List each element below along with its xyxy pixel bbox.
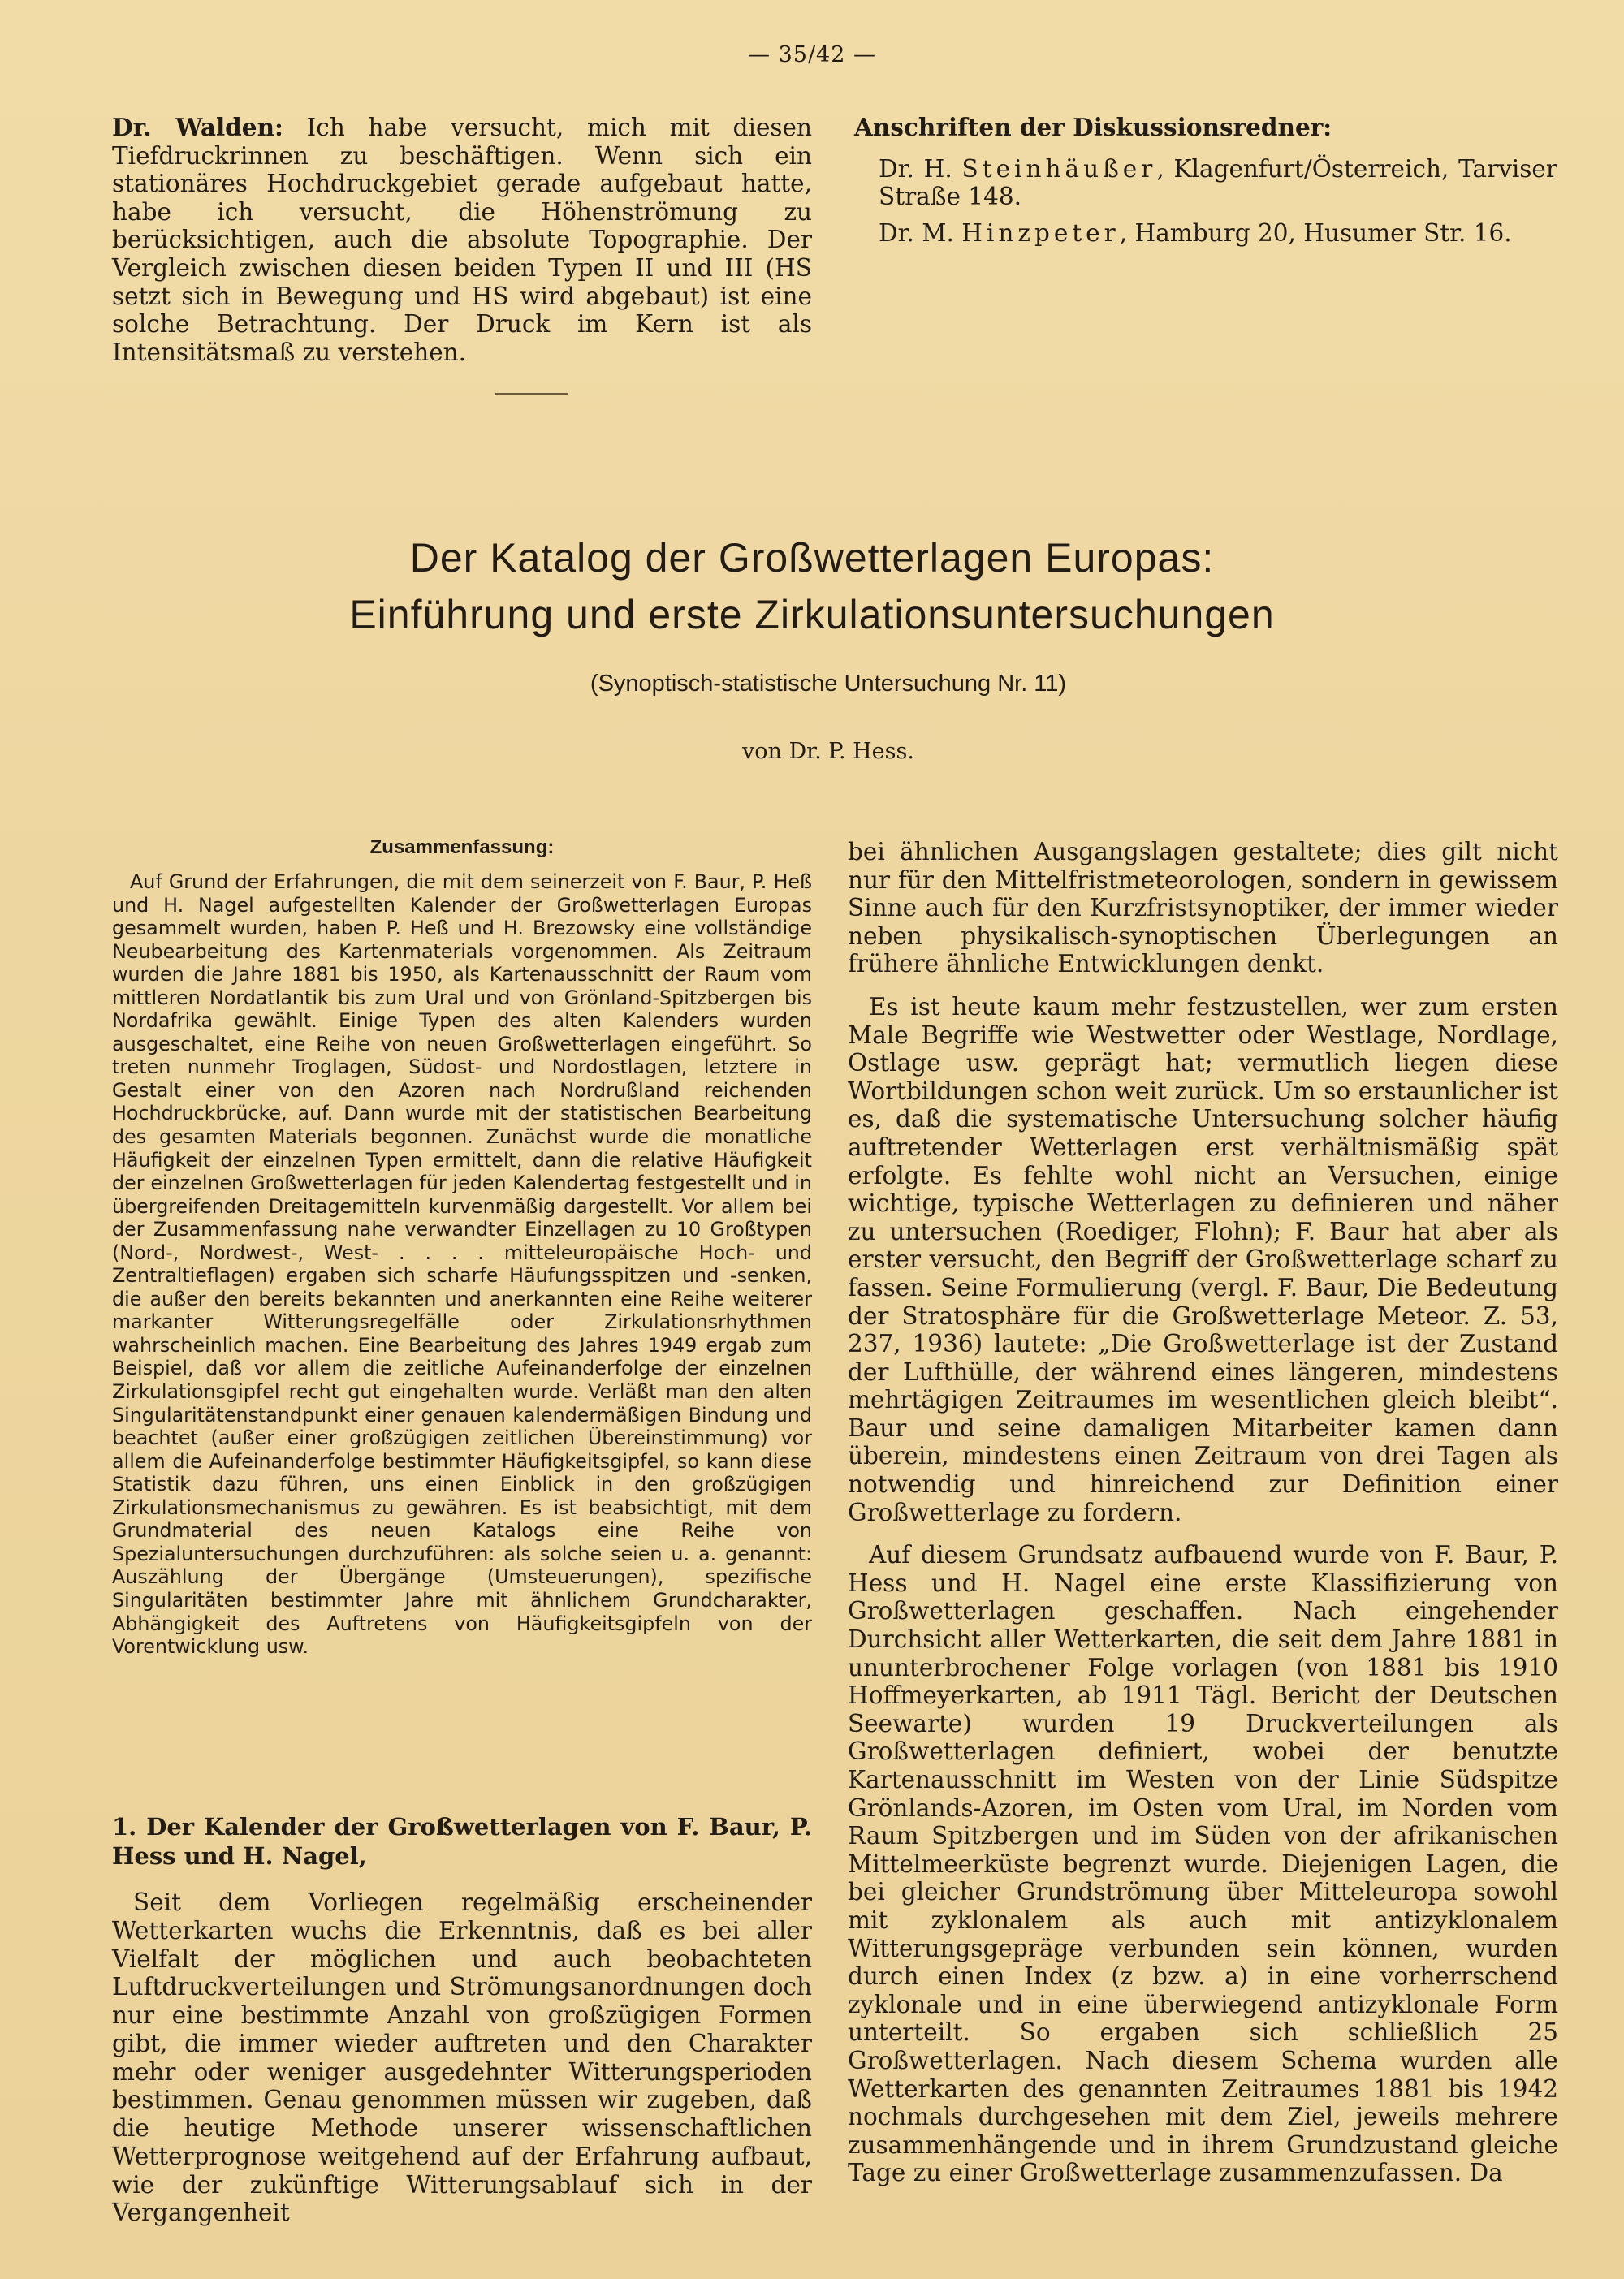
address-name: Steinhäußer bbox=[961, 154, 1157, 183]
section-heading: 1. Der Kalender der Großwetterlagen von F. Baur, P. Hess und H. Nagel, bbox=[112, 1813, 812, 1870]
section-paragraph: Seit dem Vorliegen regelmäßig erscheinender Wetterkarten wuchs die Erkenntnis, daß es bei aller Vielfalt der möglichen und auch beobachteten Luftdruckverteilungen und Strömungsanordnungen doch nur eine bestimmte Anzahl von großzügigen Formen gibt, die immer wieder auftreten und den Charakter mehr oder weniger ausgedehnter Witterungsperioden bestimmen. Genau genommen müssen wir zugeben, daß die heutige Methode unserer wissenschaftlichen Wetterprognose weitgehend auf der Erfahrung aufbaut, wie der zukünftige Witterungsablauf sich in der Vergangenheit bbox=[112, 1888, 812, 2227]
address-rest: , Klagenfurt/Österreich, Tarviser Straße 148. bbox=[879, 154, 1557, 211]
summary-paragraph: Auf Grund der Erfahrungen, die mit dem seinerzeit von F. Baur, P. Heß und H. Nagel aufgestellten Kalender der Großwetterlagen Europas gesammelt wurden, haben P. Heß und H. Brezowsky eine vollständige Neubearbeitung des Kartenmaterials vorgenommen. Als Zeitraum wurden die Jahre 1881 bis 1950, als Kartenausschnitt der Raum vom mittleren Nordatlantik bis zum Ural und von Grönland-Spitzbergen bis Nordafrika gewählt. Einige Typen des alten Kalenders wurden ausgeschaltet, eine Reihe von neuen Großwetterlagen eingeführt. So treten nunmehr Troglagen, Südost- und Nordostlagen, letztere in Gestalt einer von den Azoren nach Nordrußland reichenden Hochdruckbrücke, auf. Dann wurde mit der statistischen Bearbeitung des gesamten Materials begonnen. Zunächst wurde die monatliche Häufigkeit der einzelnen Typen ermittelt, dann die relative Häufigkeit der einzelnen Großwetterlagen für jeden Kalendertag festgestellt und in übergreifenden Dreitagemitteln kurvenmäßig dargestellt. Vor allem bei der Zusammenfassung nahe verwandter Einzellagen zu 10 Großtypen (Nord-, Nordwest-, West- . . . . mitteleuropäische Hoch- und Zentraltieflagen) ergaben sich scharfe Häufungsspitzen und -senken, die außer den bereits bekannten und anerkannten eine Reihe weiterer markanter Witterungsregelfälle oder Zirkulationsrhythmen wahrscheinlich machen. Eine Bearbeitung des Jahres 1949 ergab zum Beispiel, daß vor allem die zeitliche Aufeinanderfolge der einzelnen Zirkulationsgipfel recht gut eingehalten wurde. Verläßt man den alten Singularitätenstandpunkt einer genauen kalendermäßigen Bindung und beachtet (außer einer großzügigen zeitlichen Übereinstimmung) vor allem die Aufeinanderfolge bestimmter Häufigkeitsgipfel, so kann diese Statistik dazu führen, uns einen Einblick in den großzügigen Zirkulationsmechanismus zu gewähren. Es ist beabsichtigt, mit dem Grundmaterial des neuen Katalogs eine Reihe von Spezialuntersuchungen durchzuführen: als solche seien u. a. genannt: Auszählung der Übergänge (Umsteuerungen), spezifische Singularitäten bestimmter Jahre mit ähnlichem Grundcharakter, Abhängigkeit des Auftretens von Häufigkeitsgipfeln von der Vorentwicklung usw. bbox=[112, 870, 812, 1659]
section-body bbox=[112, 1888, 812, 2227]
discussion-speaker: Dr. Walden: bbox=[112, 113, 283, 141]
page-number: — 35/42 — bbox=[748, 42, 876, 67]
divider bbox=[495, 393, 568, 395]
article-title-line1: Der Katalog der Großwetterlagen Europas: bbox=[409, 535, 1215, 581]
right-paragraph-2: Es ist heute kaum mehr festzustellen, wer zum ersten Male Begriffe wie Westwetter oder Westlage, Nordlage, Ostlage usw. geprägt hat; vermutlich liegen diese Wortbildungen schon weit zurück. Um so erstaunlicher ist es, daß die systematische Untersuchung solcher häufig auftretender Wetterlagen erst verhältnismäßig spät erfolgte. Es fehlte wohl nicht an Versuchen, einige wichtige, typische Wetterlagen zu definieren und näher zu untersuchen (Roediger, Flohn); F. Baur hat aber als erster versucht, den Begriff der Großwetterlage scharf zu fassen. Seine Formulierung (vergl. F. Baur, Die Bedeutung der Stratosphäre für die Großwetterlage Meteor. Z. 53, 237, 1936) lautete: „Die Großwetterlage ist der Zustand der Lufthülle, der während eines längeren, mindestens mehrtägigen Zeitraumes im wesentlichen gleich bleibt“. Baur und seine damaligen Mitarbeiter kamen dann überein, mindestens einen Zeitraum von drei Tagen als notwendig und hinreichend zur Definition einer Großwetterlage zu fordern. bbox=[848, 992, 1558, 1526]
address-prefix: Dr. H. bbox=[879, 154, 952, 183]
discussion-text: Ich habe versucht, mich mit diesen Tiefdruckrinnen zu beschäftigen. Wenn sich ein stationäres Hochdruckgebiet gerade aufgebaut hatte, habe ich versucht, die Höhenströmung zu berücksichtigen, auch die absolute Topographie. Der Vergleich zwischen diesen beiden Typen II und III (HS setzt sich in Bewegung und HS wird abgebaut) ist eine solche Betrachtung. Der Druck im Kern ist als Intensitätsmaß zu verstehen. bbox=[112, 114, 812, 366]
address-name: Hinzpeter bbox=[961, 218, 1120, 247]
summary-heading: Zusammenfassung: bbox=[369, 836, 555, 858]
address-item bbox=[854, 155, 1557, 211]
right-column bbox=[848, 838, 1558, 2187]
right-paragraph-1: bei ähnlichen Ausgangslagen gestaltete; dies gilt nicht nur für den Mittelfristmeteorologen, sondern in gewissem Sinne auch für den Kurzfristsynoptiker, der immer wieder neben physikalisch-synoptischen Überlegungen an frühere ähnliche Entwicklungen denkt. bbox=[848, 838, 1558, 978]
discussion-block bbox=[112, 114, 812, 366]
article-author: von Dr. P. Hess. bbox=[742, 739, 914, 764]
addresses-heading: Anschriften der Diskussionsredner: bbox=[854, 113, 1332, 141]
article-subtitle: (Synoptisch-statistische Untersuchung Nr. 11) bbox=[590, 671, 1067, 697]
article-title-line2: Einführung und erste Zirkulationsuntersuchungen bbox=[349, 592, 1275, 637]
address-item bbox=[854, 219, 1557, 248]
address-prefix: Dr. M. bbox=[879, 218, 954, 247]
addresses-block bbox=[854, 114, 1557, 255]
summary-text bbox=[112, 870, 812, 1659]
right-paragraph-3: Auf diesem Grundsatz aufbauend wurde von F. Baur, P. Hess und H. Nagel eine erste Klassifizierung von Großwetterlagen geschaffen. Nach eingehender Durchsicht aller Wetterkarten, die seit dem Jahre 1881 in ununterbrochener Folge vorlagen (von 1881 bis 1910 Hoffmeyerkarten, ab 1911 Tägl. Bericht der Deutschen Seewarte) wurden 19 Druckverteilungen als Großwetterlagen definiert, wobei der benutzte Kartenausschnitt im Westen von der Linie Südspitze Grönlands-Azoren, im Osten vom Ural, im Norden vom Raum Spitzbergen und im Süden von der afrikanischen Mittelmeerküste begrenzt wurde. Diejenigen Lagen, die bei gleicher Grundströmung über Mitteleuropa sowohl mit zyklonalem als auch mit antizyklonalem Witterungsgepräge verbunden sein können, wurden durch einen Index (z bzw. a) in eine vorherrschend zyklonale und in eine überwiegend antizyklonale Form unterteilt. So ergaben sich schließlich 25 Großwetterlagen. Nach diesem Schema wurden alle Wetterkarten des genannten Zeitraumes 1881 bis 1942 nochmals durchgesehen mit dem Ziel, jeweils mehrere zusammenhängende und in ihrem Grundzustand gleiche Tage zu einer Großwetterlage zusammenzufassen. Da bbox=[848, 1541, 1558, 2187]
address-rest: , Hamburg 20, Husumer Str. 16. bbox=[1119, 218, 1512, 247]
